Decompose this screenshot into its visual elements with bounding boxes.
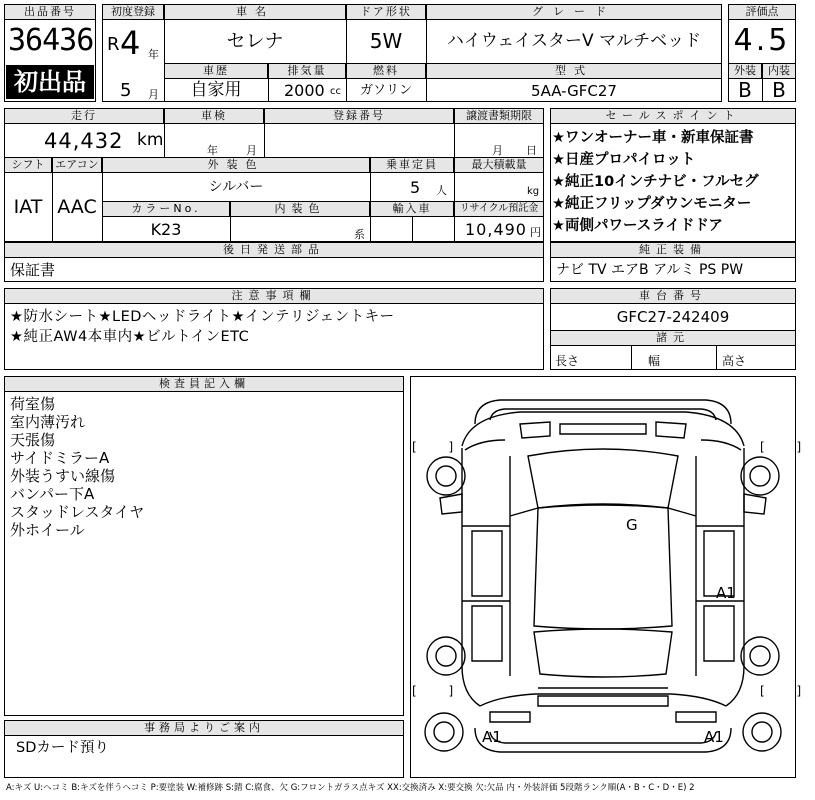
notes-line: ★純正AW4本車内★ビルトインETC — [10, 329, 250, 345]
legend: A:キズ U:ヘコミ B:キズを伴うヘコミ P:要塗装 W:補修跡 S:錆 C:腐食、欠 G:フロントガラス点キズ XX:交換済み X:要交換 欠:欠品 内・外装評価 5段階ランク順(A・B・C・D・E) 2 — [6, 783, 695, 793]
inspection-year-unit: 年 — [207, 144, 218, 157]
model-header: 型式 — [426, 63, 722, 79]
fuel-value: ガソリン — [359, 83, 412, 98]
chassis-value: GFC27-242409 — [616, 308, 730, 326]
first-listing-badge — [6, 65, 94, 99]
aircon-value: AAC — [57, 196, 97, 218]
genuine-equip-value: ナビ TV エアB アルミ PS PW — [556, 262, 744, 278]
dims-height: 高さ — [722, 354, 747, 368]
vehicle-diagram — [410, 376, 796, 778]
door-value: 5W — [369, 29, 403, 53]
inspector-item: 室内薄汚れ — [10, 413, 86, 431]
recycle-header: リサイクル預託金 — [454, 201, 544, 217]
transfer-header: 譲渡書類期限 — [454, 108, 544, 124]
transfer-month-unit: 月 — [492, 144, 503, 157]
import-header: 輸入車 — [370, 201, 454, 217]
office-header: 事務局よりご案内 — [4, 720, 404, 736]
inspector-item: サイドミラーA — [10, 449, 110, 467]
capacity-header: 乗車定員 — [370, 157, 454, 173]
sales-point-item: ★純正10インチナビ・フルセグ — [552, 174, 759, 190]
chassis-header: 車台番号 — [550, 288, 796, 304]
ext-score-header: 外装 — [728, 63, 762, 79]
damage-mark-bumper-right: A1 — [704, 728, 724, 746]
shift-value: IAT — [13, 196, 43, 218]
aircon-header: エアコン — [52, 157, 102, 173]
inspection-header: 車検 — [164, 108, 264, 124]
int-score-header: 内装 — [762, 63, 796, 79]
first-reg-year-unit: 年 — [148, 48, 159, 61]
color-no-header: カラーNo. — [102, 201, 230, 217]
tire-bracket: [ ] — [760, 684, 815, 698]
int-score-value: B — [772, 78, 786, 102]
inspection-month-unit: 月 — [246, 144, 257, 157]
grade-header: グレード — [426, 4, 722, 20]
int-color-header: 内装色 — [230, 201, 370, 217]
sales-points-list — [552, 127, 796, 237]
inspector-item: 荷室傷 — [10, 395, 56, 413]
inspector-item: 外ホイール — [10, 521, 85, 539]
displacement-value: 2000 — [284, 81, 325, 100]
sales-point-item: ★日産プロパイロット — [552, 152, 696, 168]
damage-mark-mirror: A1 — [716, 584, 736, 602]
car-name-value: セレナ — [226, 30, 284, 52]
lot-header: 出品番号 — [4, 4, 96, 20]
later-parts-header: 後日発送部品 — [4, 242, 544, 258]
inspector-item: スタッドレスタイヤ — [10, 503, 145, 521]
damage-mark-bumper-left: A1 — [482, 728, 502, 746]
recycle-value: 10,490 — [465, 220, 527, 239]
transfer-day-unit: 日 — [526, 144, 537, 157]
tire-bracket: [ ] — [412, 440, 468, 454]
sales-point-item: ★両側パワースライドドア — [552, 218, 723, 234]
dims-width: 幅 — [648, 354, 661, 368]
score-value: 4.5 — [733, 23, 791, 58]
score-header: 評価点 — [728, 4, 796, 20]
capacity-unit: 人 — [436, 184, 447, 197]
first-reg-header: 初度登録 — [102, 4, 164, 20]
first-reg-month-unit: 月 — [148, 88, 159, 101]
recycle-unit: 円 — [530, 226, 541, 239]
color-no-value: K23 — [150, 220, 182, 239]
tire-bracket: [ ] — [412, 684, 468, 698]
shift-header: シフト — [4, 157, 52, 173]
tire-bracket: [ ] — [760, 440, 815, 454]
first-listing-badge-label: 初出品 — [14, 68, 86, 96]
lot-number: 36436 — [8, 23, 94, 58]
ext-color-value: シルバー — [208, 179, 264, 195]
inspector-item: バンパー下A — [10, 485, 95, 503]
int-color-unit: 系 — [354, 228, 365, 241]
first-reg-month: 5 — [120, 80, 132, 101]
genuine-equip-header: 純正装備 — [550, 242, 796, 258]
damage-mark-windshield: G — [626, 516, 638, 534]
sales-point-item: ★純正フリップダウンモニター — [552, 196, 752, 212]
inspector-list — [10, 395, 390, 539]
first-reg-year: 4 — [120, 24, 141, 62]
mileage-value: 44,432 — [44, 129, 124, 153]
reg-number-header: 登録番号 — [264, 108, 454, 124]
inspector-item: 天張傷 — [10, 431, 56, 449]
capacity-value: 5 — [410, 178, 421, 197]
model-value: 5AA-GFC27 — [531, 82, 617, 100]
history-value: 自家用 — [190, 80, 242, 100]
car-name-header: 車名 — [164, 4, 346, 20]
inspector-item: 外装うすい線傷 — [10, 467, 116, 485]
first-reg-era: R — [107, 34, 120, 55]
notes-header: 注意事項欄 — [4, 288, 544, 304]
ext-color-header: 外装色 — [102, 157, 370, 173]
ext-score-value: B — [738, 78, 752, 102]
dims-length: 長さ — [555, 354, 580, 368]
sales-point-item: ★ワンオーナー車・新車保証書 — [552, 130, 754, 146]
dims-header: 諸元 — [550, 330, 796, 346]
office-value: SDカード預り — [16, 740, 109, 756]
inspector-header: 検査員記入欄 — [4, 376, 404, 392]
max-load-header: 最大積載量 — [454, 157, 544, 173]
later-parts-value: 保証書 — [10, 261, 56, 279]
door-header: ドア形状 — [346, 4, 426, 20]
sales-points-header: セールスポイント — [550, 108, 796, 124]
notes-line: ★防水シート★LEDヘッドライト★インテリジェントキー — [10, 309, 395, 325]
fuel-header: 燃料 — [346, 63, 426, 79]
max-load-unit: kg — [527, 186, 540, 197]
displacement-unit: cc — [330, 86, 341, 97]
grade-value: ハイウェイスターV マルチベッド — [446, 31, 702, 51]
mileage-header: 走行 — [4, 108, 164, 124]
displacement-header: 排気量 — [268, 63, 346, 79]
mileage-unit: km — [137, 130, 164, 150]
history-header: 車歴 — [164, 63, 268, 79]
